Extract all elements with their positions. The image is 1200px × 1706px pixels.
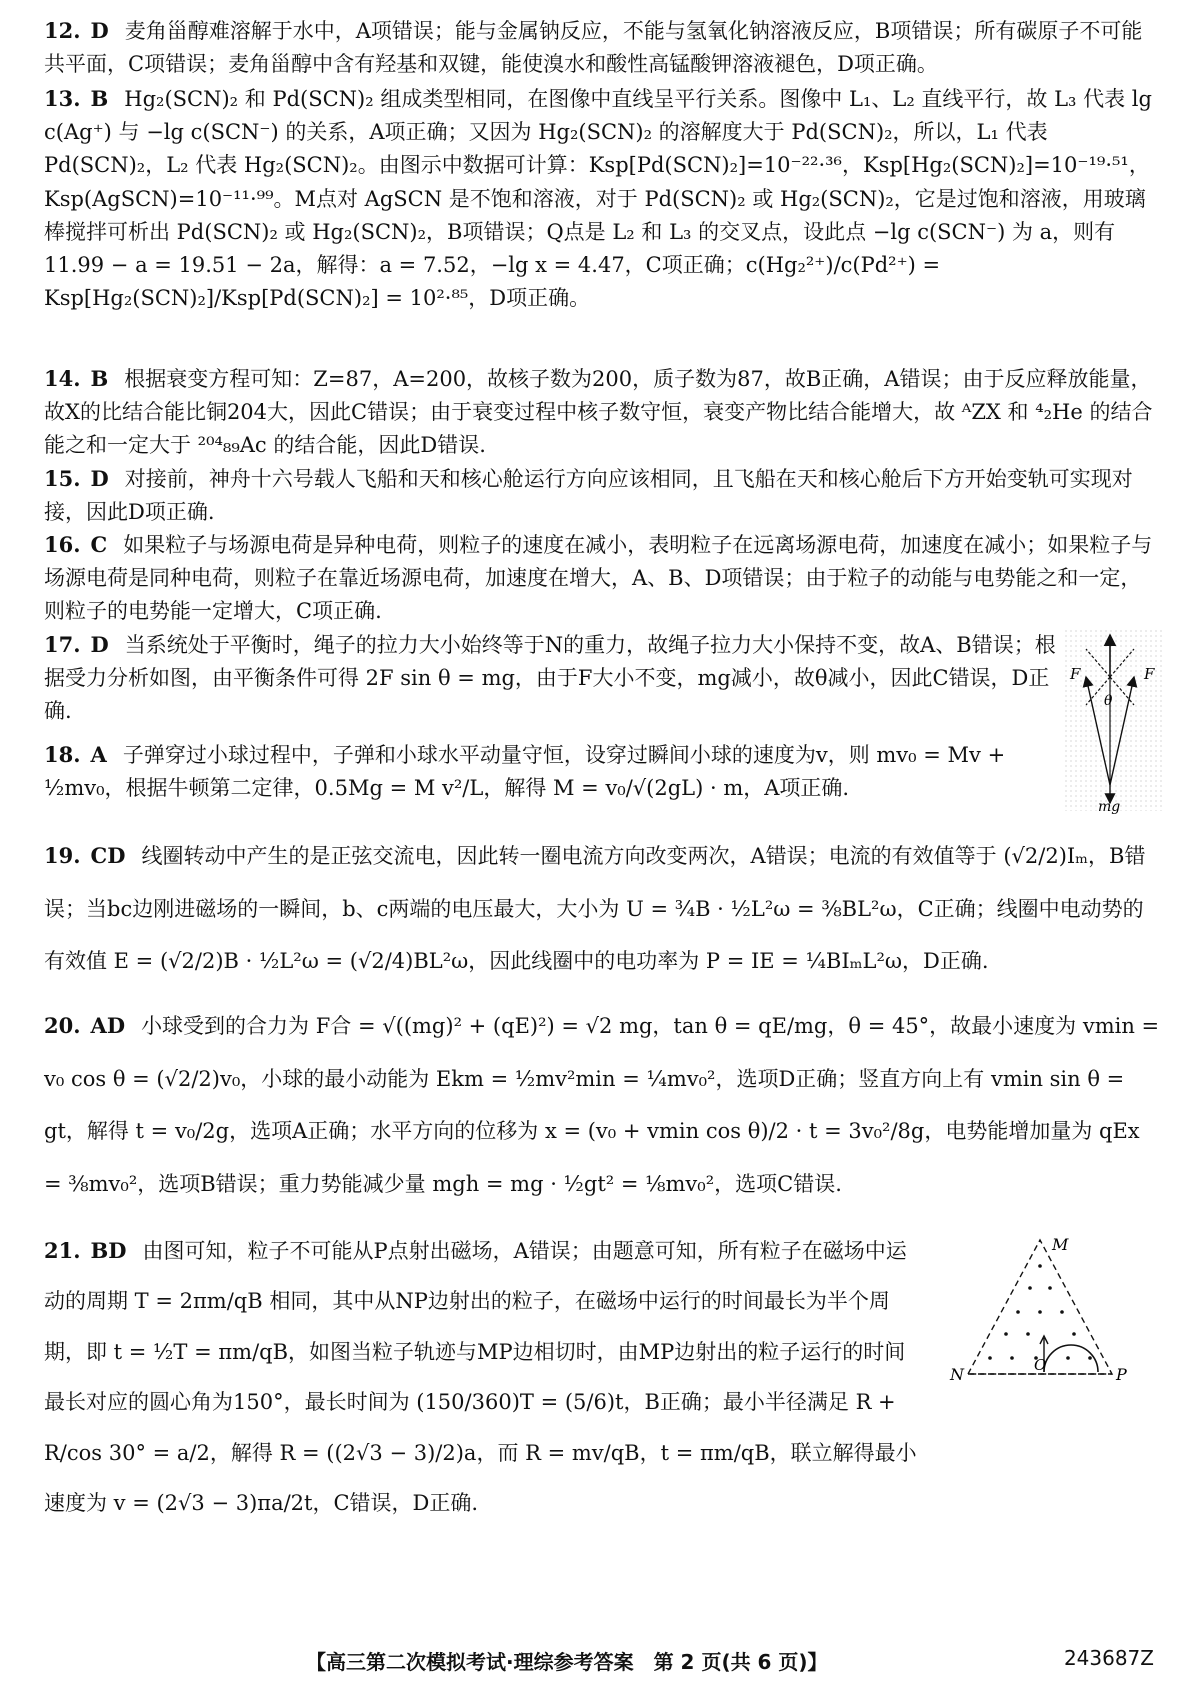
question-explanation: 由图可知，粒子不可能从P点射出磁场，A错误；由题意可知，所有粒子在磁场中运动的周期 T = 2πm/qB 相同，其中从NP边射出的粒子，在磁场中运行的时间最长为半个周期，即 t = ½T = πm/qB，如图当粒子轨迹与MP边相切时，由MP边射出的粒子运行的时间最长对应的圆心角为150°，最长时间为 (150/360)T = (5/6)t，B正确；最小半径满足 R + R/cos 30° = a/2，解得 R = ((2√3 − 3)/2)a，而 R = mv/qB，t = πm/qB，联立解得最小速度为 v = (2√3 − 3)πa/2t，C错误，D正确. — [44, 1239, 917, 1515]
question-14 — [44, 362, 1162, 463]
label-F-right: F — [1144, 665, 1155, 683]
question-16 — [44, 528, 1162, 629]
question-17 — [44, 628, 1062, 729]
question-explanation: 根据衰变方程可知：Z=87，A=200，故核子数为200，质子数为87，故B正确，A错误；由于反应释放能量，故X的比结合能比铜204大，因此C错误；由于衰变过程中核子数守恒，衰变产物比结合能增大，故 ᴬZX 和 ⁴₂He 的结合能之和一定大于 ²⁰⁴₈₉Ac 的结合能，因此D错误. — [44, 367, 1153, 458]
question-answer: D — [90, 18, 109, 43]
question-explanation: 如果粒子与场源电荷是异种电荷，则粒子的速度在减小，表明粒子在远离场源电荷，加速度在减小；如果粒子与场源电荷是同种电荷，则粒子在靠近场源电荷，加速度在增大，A、B、D项错误；由于粒子的动能与电势能之和一定，则粒子的电势能一定增大，C项正确. — [44, 533, 1153, 624]
label-mg: mg — [1098, 799, 1121, 815]
question-answer: A — [90, 742, 107, 767]
footer-code: 243687Z — [1063, 1646, 1154, 1670]
question-number: 18. — [44, 742, 81, 767]
footer-title: 【高三第二次模拟考试·理综参考答案 第 2 页(共 6 页)】 — [306, 1650, 828, 1674]
question-answer: B — [90, 86, 109, 111]
question-explanation: 子弹穿过小球过程中，子弹和小球水平动量守恒，设穿过瞬间小球的速度为v，则 mv₀ = Mv + ½mv₀，根据牛顿第二定律，0.5Mg = M v²/L，解得 M = v₀/√(2gL) · m，A项正确. — [44, 743, 1006, 801]
force-diagram — [1060, 625, 1164, 815]
question-18 — [44, 738, 1062, 805]
question-number: 21. — [44, 1238, 81, 1263]
label-F-left: F — [1070, 665, 1081, 683]
question-12 — [44, 14, 1162, 81]
question-explanation: 对接前，神舟十六号载人飞船和天和核心舱运行方向应该相同，且飞船在天和核心舱后下方开始变轨可实现对接，因此D项正确. — [44, 467, 1133, 525]
question-13 — [44, 82, 1162, 315]
question-number: 20. — [44, 1013, 81, 1038]
question-20 — [44, 1000, 1162, 1210]
question-number: 19. — [44, 843, 81, 868]
question-answer: D — [90, 632, 109, 657]
label-theta: θ — [1104, 693, 1113, 709]
question-explanation: 麦角甾醇难溶解于水中，A项错误；能与金属钠反应，不能与氢氧化钠溶液反应，B项错误；所有碳原子不可能共平面，C项错误；麦角甾醇中含有羟基和双键，能使溴水和酸性高锰酸钾溶液褪色，D项正确。 — [44, 19, 1143, 77]
question-number: 12. — [44, 18, 81, 43]
question-answer: BD — [90, 1238, 127, 1263]
question-answer: B — [90, 366, 109, 391]
question-explanation: Hg₂(SCN)₂ 和 Pd(SCN)₂ 组成类型相同，在图像中直线呈平行关系。图像中 L₁、L₂ 直线平行，故 L₃ 代表 lg c(Ag⁺) 与 −lg c(SCN⁻) 的关系，A项正确；又因为 Hg₂(SCN)₂ 的溶解度大于 Pd(SCN)₂，所以，L₁ 代表 Pd(SCN)₂，L₂ 代表 Hg₂(SCN)₂。由图示中数据可计算：Ksp[Pd(SCN)₂]=10⁻²²·³⁶，Ksp[Hg₂(SCN)₂]=10⁻¹⁹·⁵¹，Ksp(AgSCN)=10⁻¹¹·⁹⁹。M点对 AgSCN 是不饱和溶液，对于 Pd(SCN)₂ 或 Hg₂(SCN)₂，它是过饱和溶液，用玻璃棒搅拌可析出 Pd(SCN)₂ 或 Hg₂(SCN)₂，B项错误；Q点是 L₂ 和 L₃ 的交叉点，设此点 −lg c(SCN⁻) 为 a，则有 11.99 − a = 19.51 − 2a，解得：a = 7.52，−lg x = 4.47，C项正确；c(Hg₂²⁺)/c(Pd²⁺) = Ksp[Hg₂(SCN)₂]/Ksp[Pd(SCN)₂] = 10²·⁸⁵，D项正确。 — [44, 87, 1152, 311]
page-footer — [0, 1646, 1200, 1686]
question-number: 14. — [44, 366, 81, 391]
question-answer: D — [90, 466, 109, 491]
question-explanation: 当系统处于平衡时，绳子的拉力大小始终等于N的重力，故绳子拉力大小保持不变，故A、B错误；根据受力分析如图，由平衡条件可得 2F sin θ = mg，由于F大小不变，mg减小，故θ减小，因此C错误，D正确. — [44, 633, 1056, 724]
question-explanation: 线圈转动中产生的是正弦交流电，因此转一圈电流方向改变两次，A错误；电流的有效值等于 (√2/2)Iₘ，B错误；当bc边刚进磁场的一瞬间，b、c两端的电压最大，大小为 U = ¾B · ½L²ω = ⅜BL²ω，C正确；线圈中电动势的有效值 E = (√2/2)B · ½L²ω = (√2/4)BL²ω，因此线圈中的电功率为 P = IE = ¼BIₘL²ω，D正确. — [44, 844, 1146, 973]
label-P: P — [1116, 1365, 1127, 1384]
question-number: 17. — [44, 632, 81, 657]
question-explanation: 小球受到的合力为 F合 = √((mg)² + (qE)²) = √2 mg，tan θ = qE/mg，θ = 45°，故最小速度为 vmin = v₀ cos θ = (√2/2)v₀，小球的最小动能为 Ekm = ½mv²min = ¼mv₀²，选项D正确；竖直方向上有 vmin sin θ = gt，解得 t = v₀/2g，选项A正确；水平方向的位移为 x = (v₀ + vmin cos θ)/2 · t = 3v₀²/8g，电势能增加量为 qEx = ⅜mv₀²，选项B错误；重力势能减少量 mgh = mg · ½gt² = ⅛mv₀²，选项C错误. — [44, 1014, 1160, 1196]
question-number: 13. — [44, 86, 81, 111]
label-M: M — [1052, 1235, 1069, 1254]
question-15 — [44, 462, 1162, 529]
question-number: 15. — [44, 466, 81, 491]
question-number: 16. — [44, 532, 81, 557]
question-19 — [44, 830, 1162, 988]
question-answer: AD — [90, 1013, 126, 1038]
label-N: N — [950, 1365, 964, 1384]
question-21 — [44, 1226, 924, 1528]
question-answer: CD — [90, 843, 126, 868]
question-answer: C — [90, 532, 108, 557]
triangle-field-diagram — [940, 1226, 1160, 1386]
label-O: O — [1034, 1356, 1047, 1374]
